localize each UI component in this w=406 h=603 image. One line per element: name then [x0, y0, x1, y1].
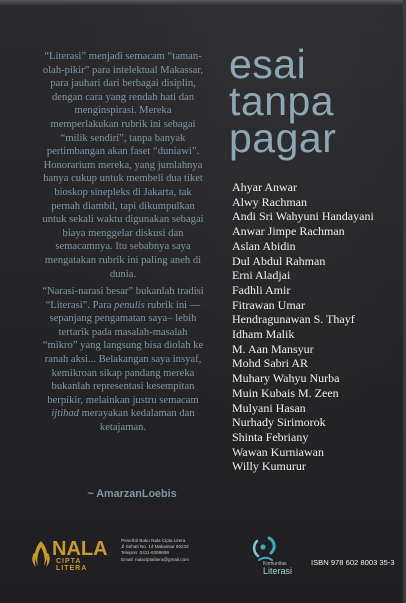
blurb-paragraph-1: “Literasi” menjadi semacam “taman-olah-pikir” para intelektual Makassar, para jauhari dari berbagai disiplin, dengan cara yang rendah hati dan menginspirasi. Mereka memperlakukan rubrik ini sebagai “milik sendiri”, tanpa banyak pertimbangan akan faset “duniawi”. Honorarium mereka, yang jumlahnya hanya cukup untuk membeli dua tiket bioskop sinepleks di Jakarta, tak pernah diambil, tapi dikumpulkan untuk sekali waktu digunakan sebagai biaya menggelar diskusi dan semacamnya. Itu sebabnya saya mengatakan rubrik ini paling aneh di dunia. — [42, 51, 204, 280]
author-name: Muin Kubais M. Zeen — [232, 385, 339, 400]
publisher-address: Jl Sehati No. 14 Makassar 90232 — [121, 544, 189, 550]
title-line-1: esai — [229, 41, 307, 87]
blurb-p2-italic-2: ijtihad — [51, 408, 80, 420]
blurb-paragraph-2 — [40, 285, 206, 435]
komunitas-literasi-logo — [243, 535, 305, 577]
publisher-phone: Telepon: 0411-9399699 — [121, 550, 169, 556]
nala-logo-subtitle: CIPTA LITERA — [56, 558, 88, 572]
literasi-label: Literasi — [263, 566, 293, 576]
title-line-2: tanpa — [229, 78, 335, 124]
blurb-p2-part-a: “Narasi-narasi besar” bukanlah tradisi “Literasi”. Para — [42, 286, 204, 311]
blurb-p2-part-b: rubrik ini —sepanjang pengamatan saya– lebih tertarik pada masalah-masalah “mikro” yang langsung bisa diolah ke ranah aksi... Belakangan saya insyaf, kemikroan sikap pandang mereka bukanlah representasi kesempitan berpikir, melainkan justru semacam — [42, 299, 204, 406]
author-name: Andi Sri Wahyuni Handayani — [232, 209, 374, 224]
author-name: Mohd Sabri AR — [232, 356, 309, 371]
author-name: Anwar Jimpe Rachman — [232, 224, 345, 239]
author-name: Fitrawan Umar — [232, 297, 305, 312]
author-name: Aslan Abidin — [232, 238, 296, 253]
publisher-email: Email: nalaciptalitera@gmail.com — [121, 556, 189, 562]
blurb-text — [40, 50, 206, 439]
author-name: Fadhli Amir — [232, 282, 291, 297]
book-title — [229, 41, 399, 161]
nala-flame-icon — [30, 539, 52, 569]
author-name: Muhary Wahyu Nurba — [232, 371, 340, 386]
author-name: M. Aan Mansyur — [232, 341, 314, 356]
author-name: Mulyani Hasan — [232, 400, 306, 415]
nala-logo-name: NALA — [52, 538, 108, 560]
author-name: Idham Malik — [232, 327, 295, 342]
blurb-p2-italic-1: penulis — [114, 299, 145, 311]
publisher-name: Penerbit Buku Nala Cipta Litera — [121, 538, 186, 543]
blurb-p2-part-c: merayakan kedalaman dan ketajaman. — [79, 408, 195, 434]
author-name: Erni Aladjai — [232, 268, 291, 283]
cover-top-edge — [0, 0, 406, 6]
author-name: Shinta Febriany — [232, 429, 309, 444]
author-name: Willy Kumurur — [232, 459, 306, 474]
author-list — [232, 180, 402, 474]
komunitas-label: Komunitas — [263, 561, 287, 567]
author-name: Ahyar Anwar — [232, 180, 297, 194]
author-name: Hendragunawan S. Thayf — [232, 312, 355, 327]
author-name: Dul Abdul Rahman — [232, 253, 326, 268]
author-name: Wawan Kurniawan — [232, 444, 324, 459]
publisher-info — [121, 538, 236, 563]
title-line-3: pagar — [229, 115, 337, 161]
nala-publisher-logo — [30, 535, 110, 575]
isbn-number: ISBN 978 602 8003 35-3 — [311, 558, 395, 567]
author-name: Alwy Rachman — [232, 194, 307, 209]
literasi-swirl-icon — [249, 535, 277, 563]
author-name: Nurhady Sirimorok — [232, 415, 326, 430]
blurb-signature: ~ AmarzanLoebis — [87, 488, 177, 500]
